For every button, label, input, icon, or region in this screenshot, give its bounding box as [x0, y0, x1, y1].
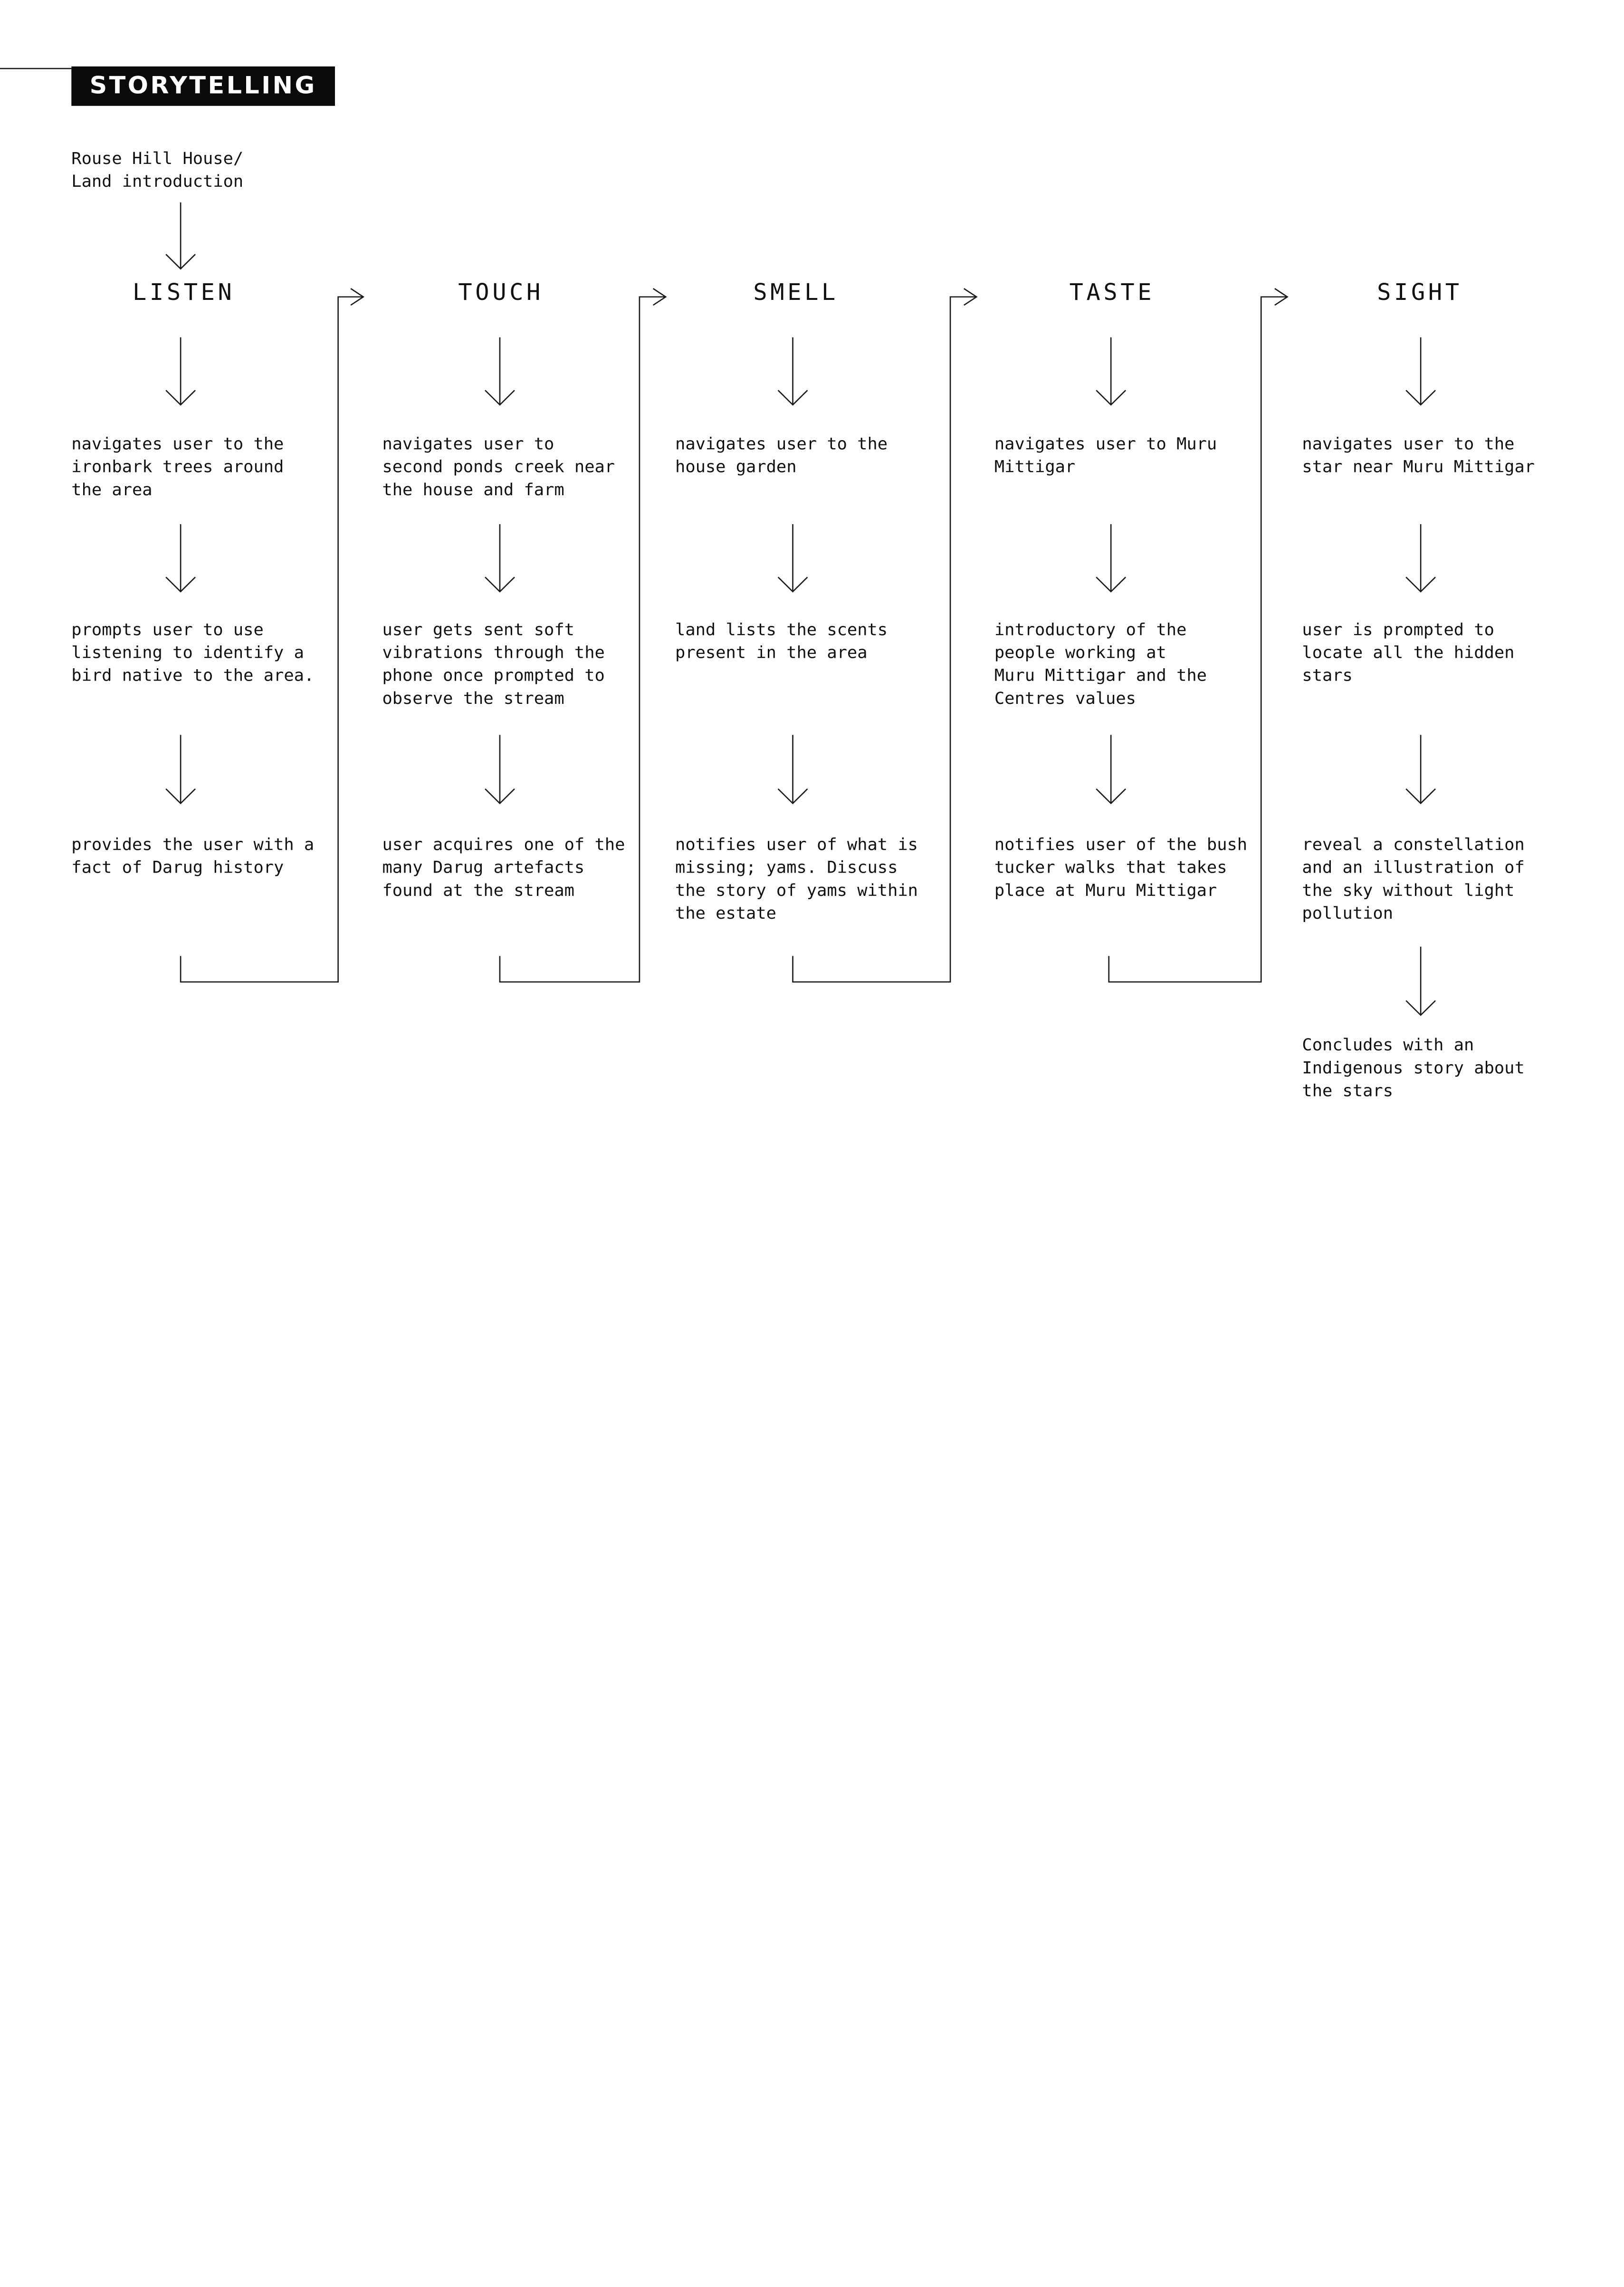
heading-listen: LISTEN — [133, 280, 235, 307]
sight-step-4: Concludes with an Indigenous story about the stars — [1302, 1035, 1525, 1101]
arrow-touch-2 — [485, 524, 515, 592]
arrow-listen-3 — [166, 735, 195, 803]
arrow-taste-2 — [1096, 524, 1126, 592]
arrow-touch-1 — [485, 337, 515, 405]
sight-step-1: navigates user to the star near Muru Mittigar — [1302, 433, 1535, 477]
arrow-sight-1 — [1406, 337, 1435, 405]
arrow-smell-1 — [778, 337, 808, 405]
arrow-taste-3 — [1096, 735, 1126, 803]
smell-step-2: land lists the scents present in the area — [675, 619, 888, 663]
arrow-sight-2 — [1406, 524, 1435, 592]
sight-step-2: user is prompted to locate all the hidden stars — [1302, 619, 1515, 685]
listen-step-1: navigates user to the ironbark trees around the area — [71, 433, 284, 500]
heading-touch: TOUCH — [458, 280, 544, 307]
arrow-taste-1 — [1096, 337, 1126, 405]
page-title: STORYTELLING — [71, 67, 335, 106]
intro-text: Rouse Hill House/ Land introduction — [71, 148, 244, 191]
arrow-sight-3 — [1406, 735, 1435, 803]
arrow-listen-2 — [166, 524, 195, 592]
touch-step-1: navigates user to second ponds creek near the house and farm — [382, 433, 615, 500]
taste-step-3: notifies user of the bush tucker walks that takes place at Muru Mittigar — [994, 834, 1248, 900]
touch-step-3: user acquires one of the many Darug artefacts found at the stream — [382, 834, 625, 900]
arrow-intro-to-listen — [166, 202, 195, 269]
arrow-sight-4 — [1406, 947, 1435, 1015]
touch-step-2: user gets sent soft vibrations through the phone once prompted to observe the stream — [382, 619, 605, 708]
arrow-smell-3 — [778, 735, 808, 803]
arrow-touch-3 — [485, 735, 515, 803]
heading-sight: SIGHT — [1377, 280, 1462, 307]
heading-smell: SMELL — [753, 280, 839, 307]
smell-step-3: notifies user of what is missing; yams. Discuss the story of yams within the estate — [675, 834, 918, 923]
arrow-listen-1 — [166, 337, 195, 405]
smell-step-1: navigates user to the house garden — [675, 433, 888, 477]
sight-step-3: reveal a constellation and an illustration of the sky without light pollution — [1302, 834, 1525, 923]
arrow-smell-2 — [778, 524, 808, 592]
listen-step-3: provides the user with a fact of Darug history — [71, 834, 315, 877]
listen-step-2: prompts user to use listening to identify a bird native to the area. — [71, 619, 315, 685]
taste-step-2: introductory of the people working at Muru Mittigar and the Centres values — [994, 619, 1207, 708]
heading-taste: TASTE — [1069, 280, 1155, 307]
taste-step-1: navigates user to Muru Mittigar — [994, 433, 1217, 477]
